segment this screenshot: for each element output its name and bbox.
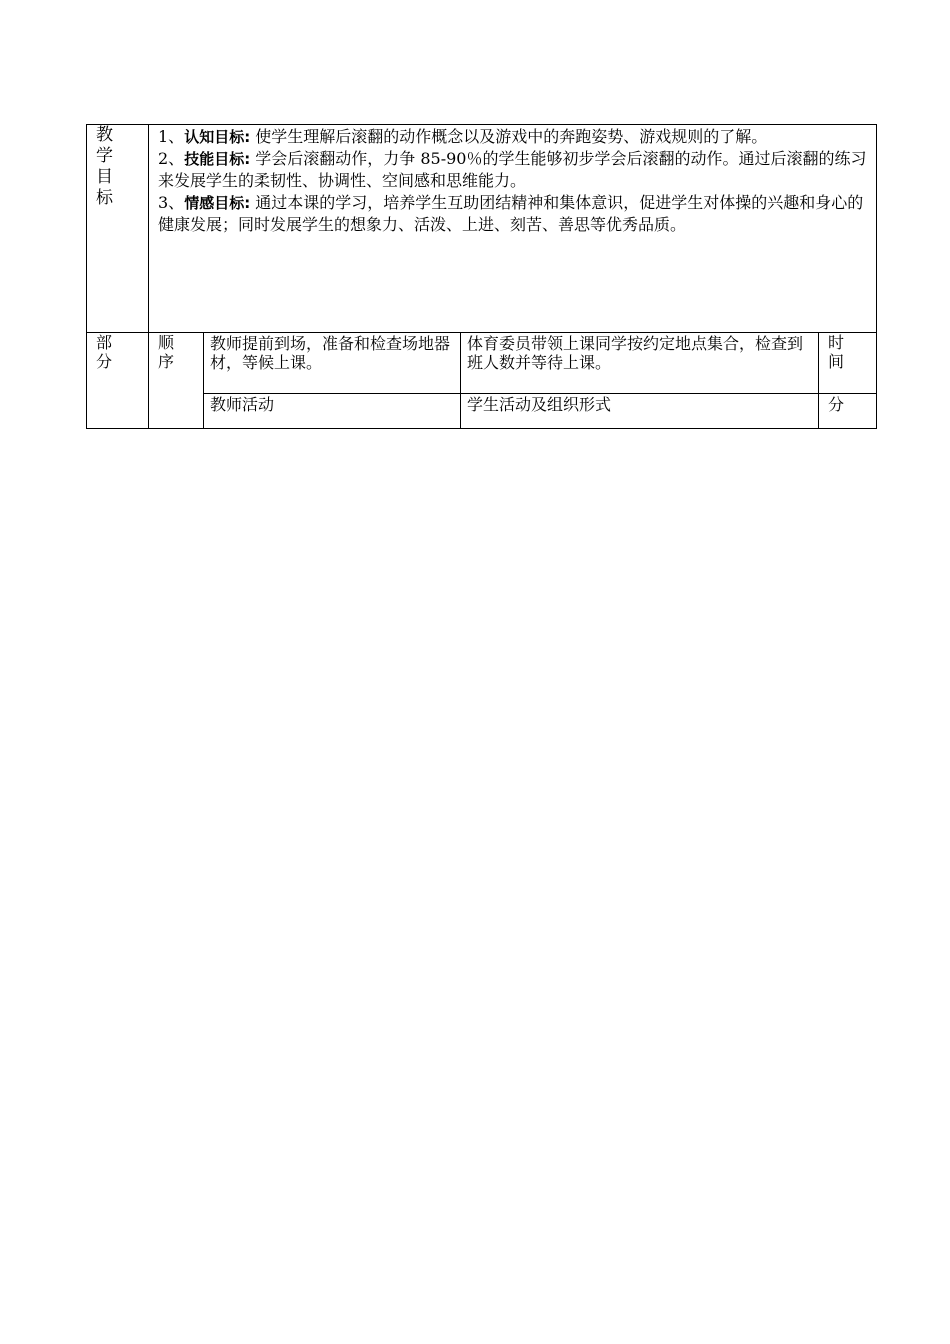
student-prep-text: 体育委员带领上课同学按约定地点集合，检查到班人数并等待上课。 [467, 334, 804, 372]
order-label-char: 顺 [158, 333, 175, 352]
goal-title: 认知目标: [184, 128, 251, 146]
part-label-char: 部 [96, 333, 113, 352]
time-label-cell [819, 333, 877, 394]
goal-skill [158, 148, 868, 192]
goal-text: 使学生理解后滚翻的动作概念以及游戏中的奔跑姿势、游戏规则的了解。 [250, 127, 768, 146]
goal-cognitive [158, 126, 868, 148]
time-label-char: 间 [828, 352, 845, 371]
order-label-cell [149, 333, 204, 429]
goal-number: 2、 [158, 149, 185, 168]
lesson-plan-table [86, 124, 877, 429]
goal-number: 3、 [158, 193, 185, 212]
part-label-cell [87, 333, 149, 429]
goal-text: 通过本课的学习，培养学生互助团结精神和集体意识，促进学生对体操的兴趣和身心的健康发展；同时发展学生的想象力、活泼、上进、刻苦、善思等优秀品质。 [158, 193, 864, 234]
goal-title: 情感目标: [184, 194, 251, 212]
teacher-prep-cell [204, 333, 461, 394]
goals-label-cell [87, 125, 149, 333]
time-label-char: 时 [828, 333, 845, 352]
teacher-activity-header [204, 394, 461, 429]
teacher-activity-text: 教师活动 [210, 395, 275, 414]
student-activity-text: 学生活动及组织形式 [467, 395, 612, 414]
goal-number: 1、 [158, 127, 185, 146]
goal-emotional [158, 192, 868, 236]
part-label-char: 分 [96, 352, 113, 371]
goals-label-char: 标 [96, 188, 113, 208]
goal-text: 学会后滚翻动作，力争 85-90％的学生能够初步学会后滚翻的动作。通过后滚翻的练习来发展学生的柔韧性、协调性、空间感和思维能力。 [158, 149, 867, 190]
goals-label-char: 教 [96, 125, 113, 145]
teacher-prep-text: 教师提前到场，准备和检查场地器材，等候上课。 [210, 334, 451, 372]
goals-label-char: 目 [96, 167, 113, 187]
minutes-label-text: 分 [828, 395, 845, 414]
minutes-label-cell [819, 394, 877, 429]
goals-label-char: 学 [96, 146, 113, 166]
student-activity-header [461, 394, 819, 429]
goals-cell [149, 125, 877, 333]
goal-title: 技能目标: [184, 150, 251, 168]
order-label-char: 序 [158, 352, 175, 371]
student-prep-cell [461, 333, 819, 394]
